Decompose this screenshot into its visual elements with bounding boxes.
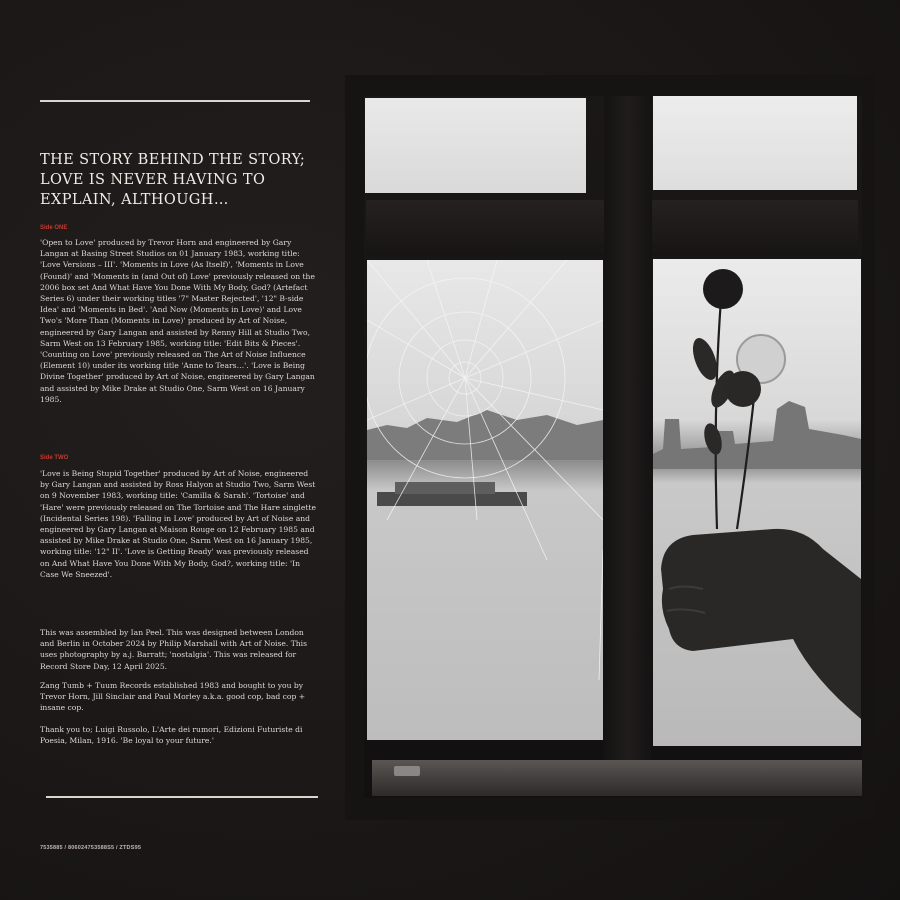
hand-with-flowers [653,259,861,746]
shattered-pane [367,260,603,740]
window-mullion [604,96,652,796]
upper-left-pane [365,98,586,193]
headline-line-2: LOVE IS NEVER HAVING TO [40,172,266,188]
catalog-number: 7535885 / 806024753588S5 / ZTDS95 [40,845,142,851]
assembly-credits: This was assembled by Ian Peel. This was designed between London and Berlin in October 2024 by Philip Marshall with Art of Noise. This uses photography by a.j. Barratt; 'nostalgia'. This was released for Record Store Day, 12 April 2025. [40,628,307,671]
headline [40,150,330,210]
bottom-rule [46,796,318,798]
label-credits: Zang Tumb + Tuum Records established 1983 and bought to you by Trevor Horn, Jill Sinclair and Paul Morley a.k.a. good cop, bad cop + insane cop. [40,681,306,713]
shattered-glass-view [367,260,603,740]
side-two-credits: 'Love is Being Stupid Together' produced by Art of Noise, engineered by Gary Langan and assisted by Ross Halyon at Studio Two, Sarm West on 9 November 1983, working title: 'Camilla & Sarah'. 'Tortoise' and 'Hare' were previously released on The Tortoise and The Hare singlette (Incidental Series 198). 'Falling in Love' produced by Art of Noise and engineered by Gary Langan at Maison Rouge on 12 February 1985 and assisted by Mike Drake at Studio One, Sarm West on 16 January 1985, working title: '12" II'. 'Love is Getting Ready' was previously released on And What Have You Done With My Body, God?, working title: 'In Case We Sneezed'. [40,469,316,579]
flower-pane [653,259,861,746]
window-sill [372,760,862,796]
top-rule [40,100,310,102]
upper-right-pane [653,96,857,190]
side-two-label: Side TWO [40,455,69,461]
rose-icon [703,269,743,309]
side-one-credits: 'Open to Love' produced by Trevor Horn and engineered by Gary Langan at Basing Street Studios on 01 January 1983, working title: 'Love Versions – III'. 'Moments in Love (As Itself)', 'Moments in Love (Found)' and 'Moments in (and Out of) Love' previously released on the 2006 box set And What Have You Done With My Body, God? (Artefact Series 6) under their working titles '7" Master Rejected', '12" B-side Idea' and 'Moments in Bed'. 'And Now (Moments in Love)' and Love Two's 'More Than (Moments in Love)' produced by Art of Noise, engineered by Gary Langan and assisted by Renny Hill at Studio Two, Sarm West on 13 February 1985, working title: 'Edit Bits & Pieces'. 'Counting on Love' previously released on The Art of Noise Influence (Element 10) under its working title 'Anne to Tears…'. 'Love is Being Divine Together' produced by Art of Noise, engineered by Gary Langan and assisted by Mike Drake at Studio One, Sarm West on 16 January 1985. [40,238,315,404]
side-one-label: Side ONE [40,225,68,231]
boat [377,492,527,506]
window-latch-icon [394,766,420,776]
headline-line-3: EXPLAIN, ALTHOUGH… [40,192,229,208]
thanks-credits: Thank you to; Luigi Russolo, L'Arte dei rumori, Edizioni Futuriste di Poesia, Milan, 1916. 'Be loyal to your future.' [40,725,303,746]
headline-line-1: THE STORY BEHIND THE STORY; [40,152,306,168]
